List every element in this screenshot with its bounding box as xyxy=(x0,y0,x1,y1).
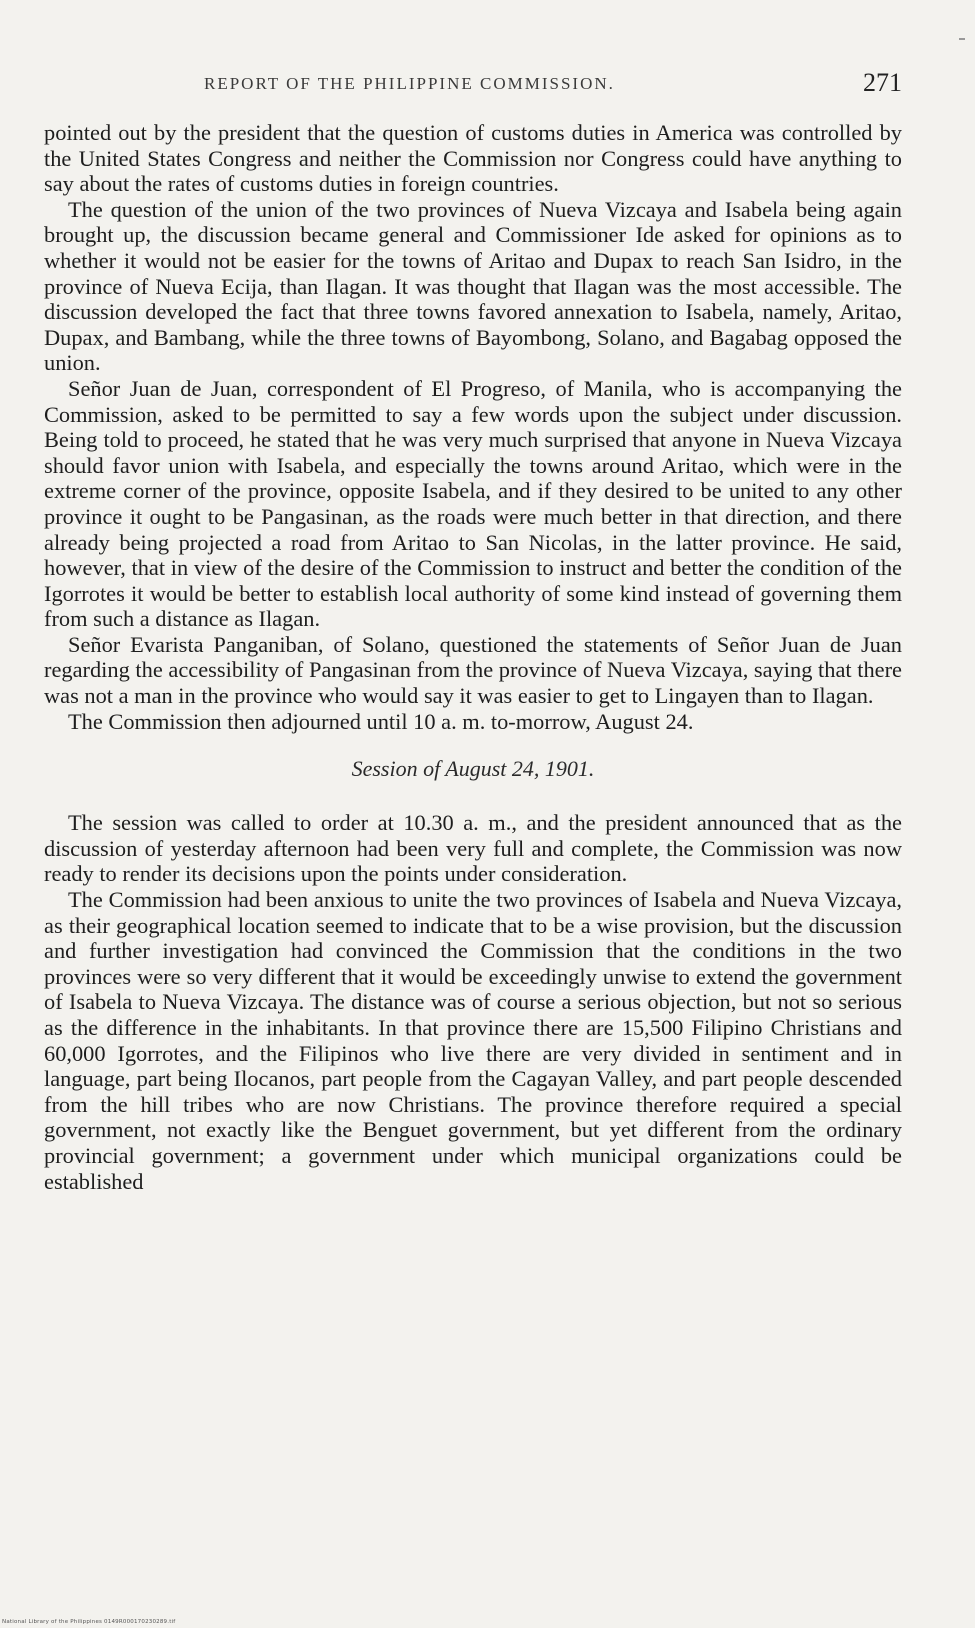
paragraph-panganiban: Señor Evarista Panganiban, of Solano, questioned the statements of Señor Juan de Juan regarding the accessibility of Pangasinan from the province of Nueva Vizcaya, saying that there was not a man in the province who would say it was easier to get to Lingayen than to Ilagan. xyxy=(44,631,902,709)
page-number: 271 xyxy=(863,68,902,97)
session-heading: Session of August 24, 1901. xyxy=(351,756,595,782)
document-page xyxy=(44,70,902,1194)
paragraph-adjourned: The Commission then adjourned until 10 a. m. to-morrow, August 24. xyxy=(68,708,694,734)
paragraph-commission-decision: The Commission had been anxious to unite the two provinces of Isabela and Nueva Vizcaya, as their geographical location seemed to indicate that to be a wise provision, but the discussion and further investigation had convinced the Commission that the conditions in the two provinces were so very different that it would be exceedingly unwise to extend the government of Isabela to Nueva Vizcaya. The distance was of course a serious objection, but not so serious as the difference in the inhabitants. In that province there are 15,500 Filipino Christians and 60,000 Igorrotes, and the Filipinos who live there are very divided in sentiment and in language, part being Ilocanos, part people from the Cagayan Valley, and part people descended from the hill tribes who are now Christians. The province therefore required a special government, not exactly like the Benguet government, but yet different from the ordinary provincial government; a government under which municipal organizations could be established xyxy=(44,887,902,1194)
paragraph-session-opened: The session was called to order at 10.30 a. m., and the president announced that as the discussion of yesterday afternoon had been very full and complete, the Commission was now ready to render its decisions upon the points under consideration. xyxy=(44,810,902,887)
running-head xyxy=(44,70,902,106)
paragraph-union-question: The question of the union of the two provinces of Nueva Vizcaya and Isabela being again brought up, the discussion became general and Commissioner Ide asked for opinions as to whether it would not be easier for the towns of Aritao and Dupax to reach San Isidro, in the province of Nueva Ecija, than Ilagan. It was thought that Ilagan was the most accessible. The discussion developed the fact that three towns favored annexation to Isabela, namely, Aritao, Dupax, and Bambang, while the three towns of Bayombong, Solano, and Bagabag opposed the union. xyxy=(44,196,902,376)
scan-footer: National Library of the Philippines 0149R000170230289.tif xyxy=(2,1619,176,1625)
paragraph-juan-de-juan: Señor Juan de Juan, correspondent of El Progreso, of Manila, who is accompanying the Commission, asked to be permitted to say a few words upon the subject under discussion. Being told to proceed, he stated that he was very much surprised that anyone in Nueva Vizcaya should favor union with Isabela, and especially the towns around Aritao, which were in the extreme corner of the province, opposite Isabela, and if they desired to be united to any other province it ought to be Pangasinan, as the roads were much better in that direction, and there already being projected a road from Aritao to San Nicolas, in the latter province. He said, however, that in view of the desire of the Commission to instruct and better the condition of the Igorrotes it would be better to establish local authority of some kind instead of governing them from such a distance as Ilagan. xyxy=(44,375,902,632)
paragraph-customs-duties: pointed out by the president that the question of customs duties in America was controlled by the United States Congress and neither the Commission nor Congress could have anything to say about the rates of customs duties in foreign countries. xyxy=(44,120,902,197)
running-title: REPORT OF THE PHILIPPINE COMMISSION. xyxy=(204,74,615,93)
scan-mark xyxy=(959,38,965,40)
